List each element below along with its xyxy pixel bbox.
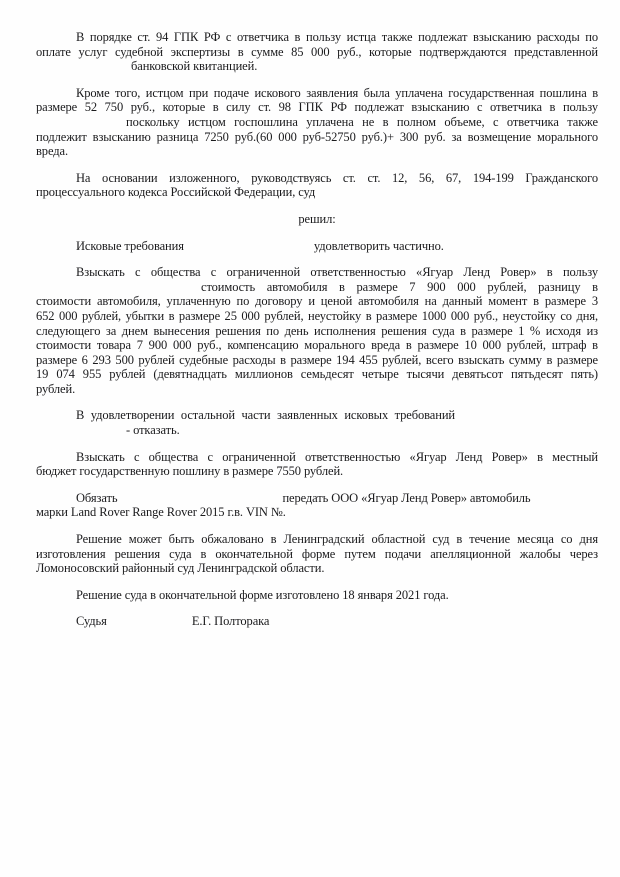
text-line: решил: <box>298 211 336 226</box>
paragraph <box>36 450 598 479</box>
text-line: размере 52 750 руб., которые в силу ст. 98 ГПК РФ подлежат взысканию с ответчика в пользу <box>36 100 598 115</box>
text-line: оплате услуг судебной экспертизы в сумме 85 000 руб., которые подтверждаются представленной <box>36 44 598 59</box>
text-line: Взыскать с общества с ограниченной ответственностью «Ягуар Ленд Ровер» в пользу <box>76 265 598 280</box>
text-line <box>36 239 598 254</box>
text-line: стоимости автомобиля, уплаченную по договору и ценой автомобиля на данный момент в размере 3 <box>36 294 598 309</box>
text-line: В удовлетворении остальной части заявленных исковых требований <box>76 408 456 423</box>
redaction-gap <box>107 624 192 625</box>
text-line: вреда. <box>36 144 68 159</box>
text-line: Ломоносовский районный суд Ленинградской области. <box>36 561 325 576</box>
text-segment: Судья <box>76 614 107 629</box>
text-segment: Е.Г. Полторака <box>191 614 270 629</box>
paragraph <box>36 212 598 227</box>
text-segment: Обязать <box>76 490 118 505</box>
text-line: 19 074 955 рублей (девятнадцать миллионов семьдесят четыре тысячи девятьсот пятьдесят пять) <box>36 367 598 382</box>
text-line: стоимость автомобиля в размере 7 900 000 рублей, разницу в <box>201 279 598 294</box>
paragraph <box>36 171 598 200</box>
paragraph <box>36 491 598 520</box>
text-line: Решение может быть обжаловано в Ленинградский областной суд в течение месяца со дня <box>76 532 598 547</box>
text-line: Кроме того, истцом при подаче искового заявления была уплачена государственная пошлина в <box>76 85 598 100</box>
text-line: На основании изложенного, руководствуясь ст. ст. 12, 56, 67, 194-199 Гражданского <box>76 170 598 185</box>
paragraph <box>36 588 598 603</box>
text-segment: удовлетворить частично. <box>313 238 444 253</box>
text-line: стоимости товара 7 900 000 руб., компенсацию морального вреда в размере 10 000 рублей, штраф в <box>36 338 598 353</box>
text-line: подлежит взысканию разница 7250 руб.(60 000 руб-52750 руб.)+ 300 руб. за возмещение морального <box>36 129 598 144</box>
text-line: бюджет государственную пошлину в размере 7550 рублей. <box>36 464 344 479</box>
text-line <box>36 491 598 506</box>
text-line: Взыскать с общества с ограниченной ответственностью «Ягуар Ленд Ровер» в местный <box>76 449 598 464</box>
paragraph <box>36 408 598 437</box>
text-line: поскольку истцом госпошлина уплачена не в полном объеме, с ответчика также <box>126 114 598 129</box>
text-line: марки Land Rover Range Rover 2015 г.в. VIN №. <box>36 505 286 520</box>
text-line: Решение суда в окончательной форме изготовлено 18 января 2021 года. <box>76 587 449 602</box>
text-segment: передать ООО «Ягуар Ленд Ровер» автомобиль <box>282 490 531 505</box>
text-segment: Исковые требования <box>76 238 184 253</box>
text-line: рублей. <box>36 381 76 396</box>
text-line: размере 6 293 500 рублей судебные расходы в размере 194 455 рублей, всего взыскать сумму в размере <box>36 352 598 367</box>
paragraph <box>36 265 598 396</box>
text-line: следующего за днем вынесения решения по день исполнения решения суда в размере 1 % исходя из <box>36 323 598 338</box>
paragraph <box>36 239 598 254</box>
paragraph <box>36 30 598 74</box>
text-line: банковской квитанцией. <box>131 59 258 74</box>
paragraph <box>36 86 598 159</box>
text-line: - отказать. <box>126 423 180 438</box>
paragraph <box>36 614 598 629</box>
text-line: 652 000 рублей, убытки в размере 25 000 рублей, неустойку в размере 1000 000 руб., неустойку со дня, <box>36 308 598 323</box>
paragraph <box>36 532 598 576</box>
text-line <box>36 614 598 629</box>
text-line: В порядке ст. 94 ГПК РФ с ответчика в пользу истца также подлежат взысканию расходы по <box>76 30 598 44</box>
redaction-gap <box>184 249 314 250</box>
text-line: процессуального кодекса Российской Федерации, суд <box>36 185 316 200</box>
redaction-gap <box>117 501 282 502</box>
text-line: изготовления решения суда в окончательной форме путем подачи апелляционной жалобы через <box>36 546 598 561</box>
